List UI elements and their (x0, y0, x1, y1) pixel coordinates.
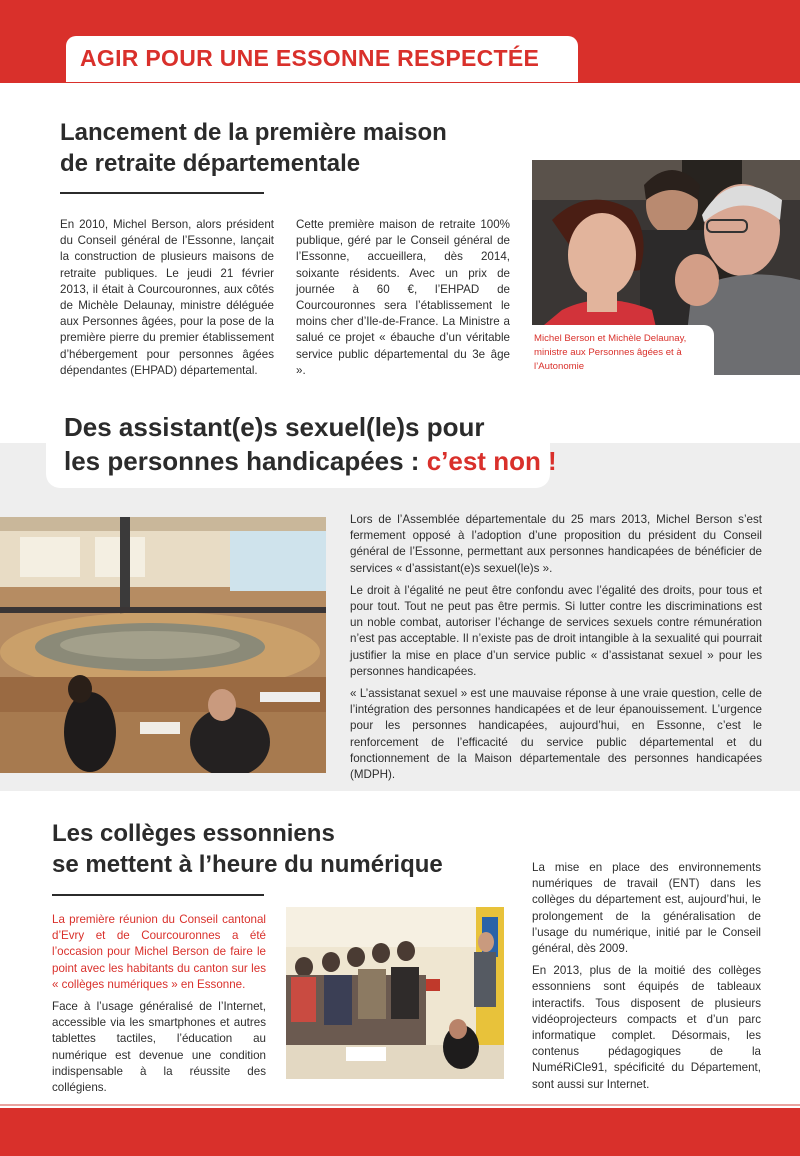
section3-intro: La première réunion du Conseil cantonal d’Evry et de Courcouronnes a été l’occasion pour Michel Berson de faire le point avec les habitants du canton sur les « collèges numériques » en Essonne. (52, 913, 266, 991)
section3-heading-line2: se mettent à l’heure du numérique (52, 851, 443, 878)
section2-paragraph-1: Lors de l’Assemblée départementale du 25 mars 2013, Michel Berson s’est fermement opposé à l’adoption d’une proposition du président du Conseil général de l’Essonne, permettant aux personnes handicapées de bénéficier de services « d’assistant(e)s sexuel(le)s ». (350, 513, 762, 575)
section2-body (350, 512, 762, 789)
section1-heading-line1: Lancement de la première maison (60, 119, 447, 146)
section3-paragraph-left: Face à l’usage généralisé de l’Internet, accessible via les smartphones et autres tablettes tactiles, l’éducation au numérique est devenue une condition indispensable à la réussite des collégiens. (52, 1000, 266, 1095)
section3-left-column (52, 912, 266, 1102)
section2-heading-line2 (64, 444, 557, 478)
section3-heading-line1: Les collèges essonniens (52, 820, 335, 847)
section3-rule (52, 894, 264, 896)
section1-rule (60, 192, 264, 194)
section1-heading (60, 117, 520, 179)
bottom-divider (0, 1104, 800, 1106)
section2-paragraph-2: Le droit à l’égalité ne peut être confondu avec l’égalité des droits, pour tous et pour tout. Tout ne peut pas être permis. Si lutter contre les discriminations est un noble combat, autoriser l’échange de services sexuels contre rémunération n’est pas acceptable. Il n’existe pas de droit intangible à la sexualité qui pourrait justifier la mise en place d’un service public « d’assistanat sexuel » pour les personnes handicapées. (350, 583, 762, 678)
bottom-banner (0, 1108, 800, 1156)
banner-title-tab (66, 36, 578, 82)
photo-assembly-session (0, 517, 326, 773)
photo1-caption: Michel Berson et Michèle Delaunay, ministre aux Personnes âgées et à l’Autonomie (534, 333, 687, 372)
section1-col2-text: Cette première maison de retraite 100% publique, géré par le Conseil général de l’Essonne, accueillera, dès 2014, soixante résidents. Avec un prix de journée à 60 €, l’EHPAD de Courcouronnes sera l’établissement le moins cher d’Ile-de-France. La Ministre a salué ce projet « ébauche d’un véritable service public départemental du 3e âge ». (296, 218, 510, 377)
section3-heading (52, 818, 492, 880)
banner-title: AGIR POUR UNE ESSONNE RESPECTÉE (80, 45, 540, 71)
section2-heading-line2-black: les personnes handicapées : (64, 446, 427, 476)
section1-column-2 (296, 217, 510, 385)
section1-column-1 (60, 217, 274, 385)
photo1-caption-box (532, 325, 714, 377)
section2-heading-line1: Des assistant(e)s sexuel(le)s pour (64, 412, 485, 442)
section1-col1-text: En 2010, Michel Berson, alors président du Conseil général de l’Essonne, lançait la construction de plusieurs maisons de retraite publiques. Le jeudi 21 février 2013, il était à Courcouronnes, aux côtés de Michèle Delaunay, ministre déléguée aux Personnes âgées, pour la pose de la première pierre du premier établissement d’hébergement pour personnes âgées dépendantes (EHPAD) départemental. (60, 218, 274, 377)
section1-heading-line2: de retraite départementale (60, 150, 361, 177)
section3-paragraph-right-1: La mise en place des environnements numériques de travail (ENT) dans les collèges du département est, aujourd’hui, le prolongement de la généralisation de l’usage du numérique, initié par le Conseil général, dès 2009. (532, 861, 761, 956)
section2-paragraph-3: « L’assistanat sexuel » est une mauvaise réponse à une vraie question, celle de l’intégration des personnes handicapées et de leur épanouissement. L’urgence pour les personnes handicapées, aujourd’hui, en Essonne, c’est le renforcement de l’efficacité du service public départemental et du fonctionnement de la Maison départementale des personnes handicapées (MDPH). (350, 687, 762, 782)
section2-heading-line2-red: c’est non ! (426, 446, 557, 476)
section2-heading (64, 410, 557, 478)
section3-right-column (532, 860, 761, 1099)
section3-paragraph-right-2: En 2013, plus de la moitié des collèges essonniens sont équipés de tableaux interactifs. Tous disposent de plusieurs vidéoprojecteurs compacts et d’un parc informatique complet. Désormais, les contenus pédagogiques de la NuméRiCle91, spécificité du Département, sont aussi sur Internet. (532, 964, 761, 1091)
photo-canton-meeting (286, 907, 504, 1079)
